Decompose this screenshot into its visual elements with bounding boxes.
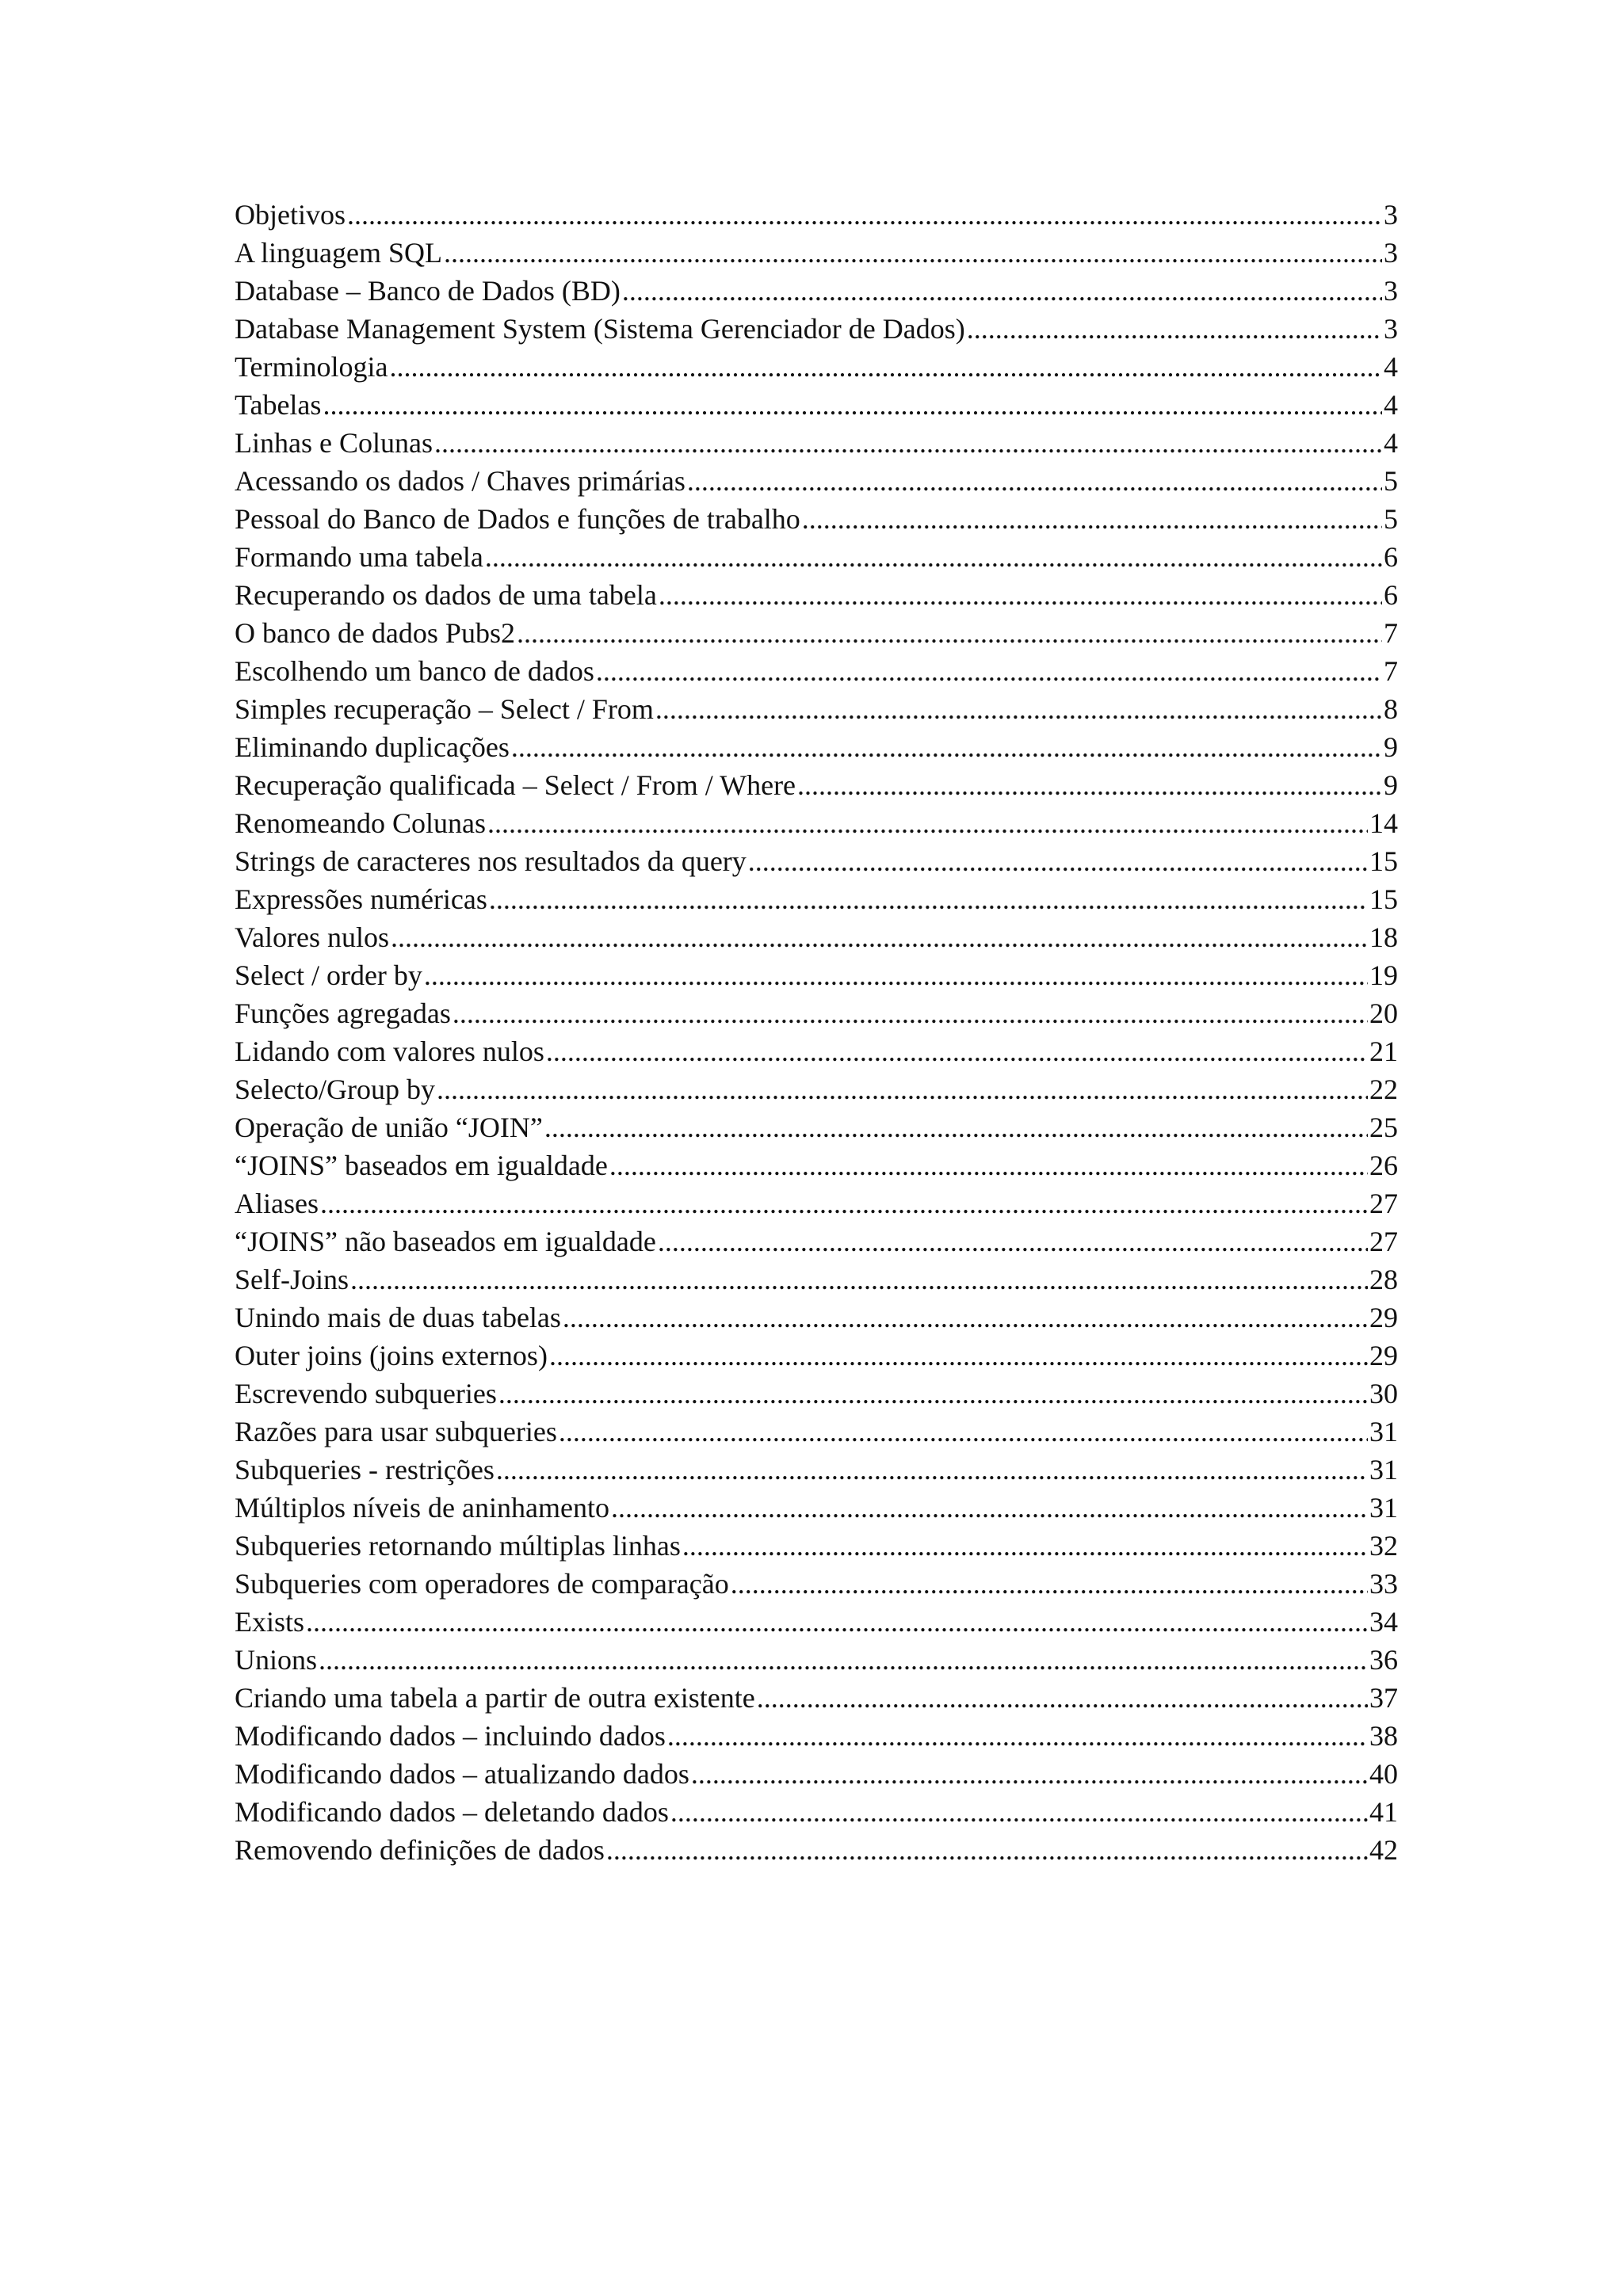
toc-dot-leader xyxy=(498,1375,1368,1413)
toc-entry-page-number: 3 xyxy=(1384,313,1398,345)
toc-dot-leader xyxy=(319,1641,1368,1679)
toc-entry-page-number: 33 xyxy=(1369,1568,1398,1600)
toc-entry[interactable] xyxy=(235,1413,1398,1451)
toc-entry[interactable] xyxy=(235,1603,1398,1641)
toc-entry-title: Renomeando Colunas xyxy=(235,807,486,839)
toc-dot-leader xyxy=(489,880,1368,918)
toc-entry-title: Database Management System (Sistema Gerenciador de Dados) xyxy=(235,313,965,345)
toc-entry-title: Removendo definições de dados xyxy=(235,1834,605,1866)
toc-entry-title: Exists xyxy=(235,1606,305,1638)
toc-entry-page-number: 4 xyxy=(1384,427,1398,459)
toc-dot-leader xyxy=(350,1261,1368,1299)
toc-entry-title: Funções agregadas xyxy=(235,997,451,1029)
toc-entry-page-number: 4 xyxy=(1384,389,1398,421)
toc-dot-leader xyxy=(424,956,1368,994)
toc-entry-title: Formando uma tabela xyxy=(235,541,483,573)
toc-entry-title: Subqueries com operadores de comparação xyxy=(235,1568,729,1600)
toc-entry-title: Lidando com valores nulos xyxy=(235,1035,544,1067)
toc-dot-leader xyxy=(453,994,1368,1032)
toc-dot-leader xyxy=(320,1184,1368,1222)
toc-entry-title: Unindo mais de duas tabelas xyxy=(235,1302,561,1333)
toc-entry-title: Modificando dados – incluindo dados xyxy=(235,1720,666,1752)
toc-entry-title: Outer joins (joins externos) xyxy=(235,1340,548,1371)
toc-dot-leader xyxy=(670,1793,1368,1831)
toc-entry[interactable] xyxy=(235,386,1398,424)
toc-entry-title: Modificando dados – deletando dados xyxy=(235,1796,669,1828)
toc-dot-leader xyxy=(487,804,1368,842)
toc-entry-title: Database – Banco de Dados (BD) xyxy=(235,275,621,307)
toc-entry-title: Select / order by xyxy=(235,959,422,991)
toc-entry-page-number: 41 xyxy=(1369,1796,1398,1828)
toc-entry[interactable] xyxy=(235,1032,1398,1070)
toc-entry[interactable] xyxy=(235,994,1398,1032)
toc-entry-page-number: 15 xyxy=(1369,845,1398,877)
toc-entry-title: Eliminando duplicações xyxy=(235,731,510,763)
toc-entry[interactable] xyxy=(235,424,1398,462)
toc-entry[interactable] xyxy=(235,538,1398,576)
toc-entry[interactable] xyxy=(235,462,1398,500)
toc-entry-title: Acessando os dados / Chaves primárias xyxy=(235,465,685,497)
toc-entry-page-number: 21 xyxy=(1369,1035,1398,1067)
toc-entry[interactable] xyxy=(235,1451,1398,1489)
toc-entry[interactable] xyxy=(235,1641,1398,1679)
toc-dot-leader xyxy=(802,500,1382,538)
toc-entry[interactable] xyxy=(235,1146,1398,1184)
toc-entry-title: A linguagem SQL xyxy=(235,237,442,269)
toc-entry[interactable] xyxy=(235,614,1398,652)
toc-entry[interactable] xyxy=(235,918,1398,956)
toc-entry-title: Selecto/Group by xyxy=(235,1074,435,1105)
toc-entry-title: Objetivos xyxy=(235,199,346,231)
toc-entry-page-number: 42 xyxy=(1369,1834,1398,1866)
toc-entry[interactable] xyxy=(235,234,1398,272)
toc-entry-page-number: 34 xyxy=(1369,1606,1398,1638)
toc-entry-title: Escolhendo um banco de dados xyxy=(235,655,594,687)
toc-entry-page-number: 38 xyxy=(1369,1720,1398,1752)
toc-entry-title: Recuperando os dados de uma tabela xyxy=(235,579,657,611)
toc-entry[interactable] xyxy=(235,1337,1398,1375)
toc-entry[interactable] xyxy=(235,766,1398,804)
toc-entry-page-number: 7 xyxy=(1384,617,1398,649)
toc-entry-title: “JOINS” não baseados em igualdade xyxy=(235,1226,656,1257)
toc-dot-leader xyxy=(655,690,1382,728)
toc-entry[interactable] xyxy=(235,1717,1398,1755)
toc-entry-title: Expressões numéricas xyxy=(235,883,487,915)
toc-dot-leader xyxy=(391,918,1368,956)
toc-entry[interactable] xyxy=(235,956,1398,994)
toc-entry-page-number: 31 xyxy=(1369,1454,1398,1486)
toc-entry-page-number: 36 xyxy=(1369,1644,1398,1676)
toc-dot-leader xyxy=(389,348,1382,386)
toc-entry-page-number: 29 xyxy=(1369,1302,1398,1333)
toc-entry[interactable] xyxy=(235,652,1398,690)
toc-entry-title: Escrevendo subqueries xyxy=(235,1378,497,1409)
toc-dot-leader xyxy=(496,1451,1368,1489)
toc-dot-leader xyxy=(549,1337,1368,1375)
toc-entry-title: Pessoal do Banco de Dados e funções de trabalho xyxy=(235,503,800,535)
toc-dot-leader xyxy=(609,1146,1368,1184)
toc-entry-title: Unions xyxy=(235,1644,318,1676)
toc-entry-page-number: 7 xyxy=(1384,655,1398,687)
toc-entry[interactable] xyxy=(235,500,1398,538)
toc-entry-title: Recuperação qualificada – Select / From / Where xyxy=(235,769,796,801)
toc-entry-page-number: 22 xyxy=(1369,1074,1398,1105)
toc-entry-page-number: 40 xyxy=(1369,1758,1398,1790)
toc-entry-page-number: 8 xyxy=(1384,693,1398,725)
toc-dot-leader xyxy=(731,1565,1368,1603)
toc-entry[interactable] xyxy=(235,842,1398,880)
toc-entry[interactable] xyxy=(235,728,1398,766)
toc-entry[interactable] xyxy=(235,1679,1398,1717)
toc-entry-title: “JOINS” baseados em igualdade xyxy=(235,1150,608,1181)
toc-entry-page-number: 26 xyxy=(1369,1150,1398,1181)
toc-entry-page-number: 27 xyxy=(1369,1226,1398,1257)
toc-entry-title: Modificando dados – atualizando dados xyxy=(235,1758,689,1790)
toc-dot-leader xyxy=(511,728,1382,766)
toc-dot-leader xyxy=(757,1679,1368,1717)
toc-entry-page-number: 37 xyxy=(1369,1682,1398,1714)
toc-dot-leader xyxy=(347,196,1382,234)
toc-dot-leader xyxy=(967,310,1382,348)
toc-dot-leader xyxy=(546,1032,1368,1070)
toc-dot-leader xyxy=(563,1299,1368,1337)
toc-entry[interactable] xyxy=(235,1527,1398,1565)
toc-dot-leader xyxy=(437,1070,1368,1108)
toc-entry[interactable] xyxy=(235,348,1398,386)
toc-entry[interactable] xyxy=(235,576,1398,614)
toc-entry[interactable] xyxy=(235,804,1398,842)
toc-entry-page-number: 30 xyxy=(1369,1378,1398,1409)
toc-dot-leader xyxy=(596,652,1382,690)
toc-entry-page-number: 28 xyxy=(1369,1264,1398,1295)
toc-entry[interactable] xyxy=(235,1489,1398,1527)
toc-entry[interactable] xyxy=(235,1565,1398,1603)
toc-entry-page-number: 5 xyxy=(1384,465,1398,497)
toc-entry-page-number: 5 xyxy=(1384,503,1398,535)
toc-entry-page-number: 31 xyxy=(1369,1492,1398,1524)
toc-entry-page-number: 9 xyxy=(1384,731,1398,763)
toc-entry-title: Aliases xyxy=(235,1188,319,1219)
toc-dot-leader xyxy=(658,1222,1368,1261)
table-of-contents xyxy=(235,196,1398,1869)
toc-dot-leader xyxy=(687,462,1382,500)
toc-entry[interactable] xyxy=(235,1070,1398,1108)
toc-entry[interactable] xyxy=(235,1755,1398,1793)
toc-entry-title: Operação de união “JOIN” xyxy=(235,1112,543,1143)
toc-entry-page-number: 3 xyxy=(1384,275,1398,307)
toc-entry-page-number: 6 xyxy=(1384,579,1398,611)
toc-entry[interactable] xyxy=(235,1299,1398,1337)
toc-dot-leader xyxy=(691,1755,1368,1793)
toc-entry-page-number: 31 xyxy=(1369,1416,1398,1447)
toc-entry-title: Self-Joins xyxy=(235,1264,349,1295)
toc-dot-leader xyxy=(667,1717,1368,1755)
toc-entry[interactable] xyxy=(235,272,1398,310)
toc-dot-leader xyxy=(306,1603,1368,1641)
toc-entry-page-number: 19 xyxy=(1369,959,1398,991)
toc-entry-page-number: 4 xyxy=(1384,351,1398,383)
toc-entry-title: Múltiplos níveis de aninhamento xyxy=(235,1492,609,1524)
toc-dot-leader xyxy=(485,538,1382,576)
toc-dot-leader xyxy=(544,1108,1368,1146)
toc-dot-leader xyxy=(797,766,1382,804)
toc-entry[interactable] xyxy=(235,1222,1398,1261)
toc-entry-page-number: 3 xyxy=(1384,199,1398,231)
toc-dot-leader xyxy=(748,842,1368,880)
toc-entry[interactable] xyxy=(235,196,1398,234)
toc-entry-page-number: 9 xyxy=(1384,769,1398,801)
toc-dot-leader xyxy=(434,424,1382,462)
toc-entry-page-number: 20 xyxy=(1369,997,1398,1029)
toc-dot-leader xyxy=(611,1489,1368,1527)
toc-entry-page-number: 15 xyxy=(1369,883,1398,915)
toc-entry-title: Razões para usar subqueries xyxy=(235,1416,557,1447)
toc-entry-title: Tabelas xyxy=(235,389,322,421)
toc-dot-leader xyxy=(606,1831,1368,1869)
toc-entry[interactable] xyxy=(235,690,1398,728)
toc-entry[interactable] xyxy=(235,1184,1398,1222)
toc-entry[interactable] xyxy=(235,1375,1398,1413)
toc-dot-leader xyxy=(559,1413,1368,1451)
toc-entry[interactable] xyxy=(235,1261,1398,1299)
toc-entry-page-number: 32 xyxy=(1369,1530,1398,1562)
toc-entry-title: Terminologia xyxy=(235,351,388,383)
toc-entry[interactable] xyxy=(235,1831,1398,1869)
toc-dot-leader xyxy=(659,576,1382,614)
toc-entry[interactable] xyxy=(235,880,1398,918)
toc-entry-page-number: 6 xyxy=(1384,541,1398,573)
toc-entry-title: Criando uma tabela a partir de outra existente xyxy=(235,1682,755,1714)
toc-entry-title: Subqueries retornando múltiplas linhas xyxy=(235,1530,681,1562)
toc-entry[interactable] xyxy=(235,1108,1398,1146)
toc-dot-leader xyxy=(622,272,1382,310)
toc-entry-title: Strings de caracteres nos resultados da query xyxy=(235,845,747,877)
toc-entry-page-number: 3 xyxy=(1384,237,1398,269)
toc-entry-title: O banco de dados Pubs2 xyxy=(235,617,515,649)
toc-entry-page-number: 14 xyxy=(1369,807,1398,839)
toc-entry-title: Simples recuperação – Select / From xyxy=(235,693,654,725)
toc-entry-page-number: 25 xyxy=(1369,1112,1398,1143)
toc-entry-page-number: 27 xyxy=(1369,1188,1398,1219)
toc-entry-title: Valores nulos xyxy=(235,921,389,953)
toc-entry-title: Subqueries - restrições xyxy=(235,1454,495,1486)
toc-dot-leader xyxy=(444,234,1382,272)
toc-dot-leader xyxy=(682,1527,1368,1565)
toc-entry-page-number: 29 xyxy=(1369,1340,1398,1371)
toc-dot-leader xyxy=(517,614,1382,652)
toc-dot-leader xyxy=(323,386,1382,424)
toc-entry-page-number: 18 xyxy=(1369,921,1398,953)
toc-entry[interactable] xyxy=(235,310,1398,348)
toc-entry-title: Linhas e Colunas xyxy=(235,427,433,459)
toc-entry[interactable] xyxy=(235,1793,1398,1831)
